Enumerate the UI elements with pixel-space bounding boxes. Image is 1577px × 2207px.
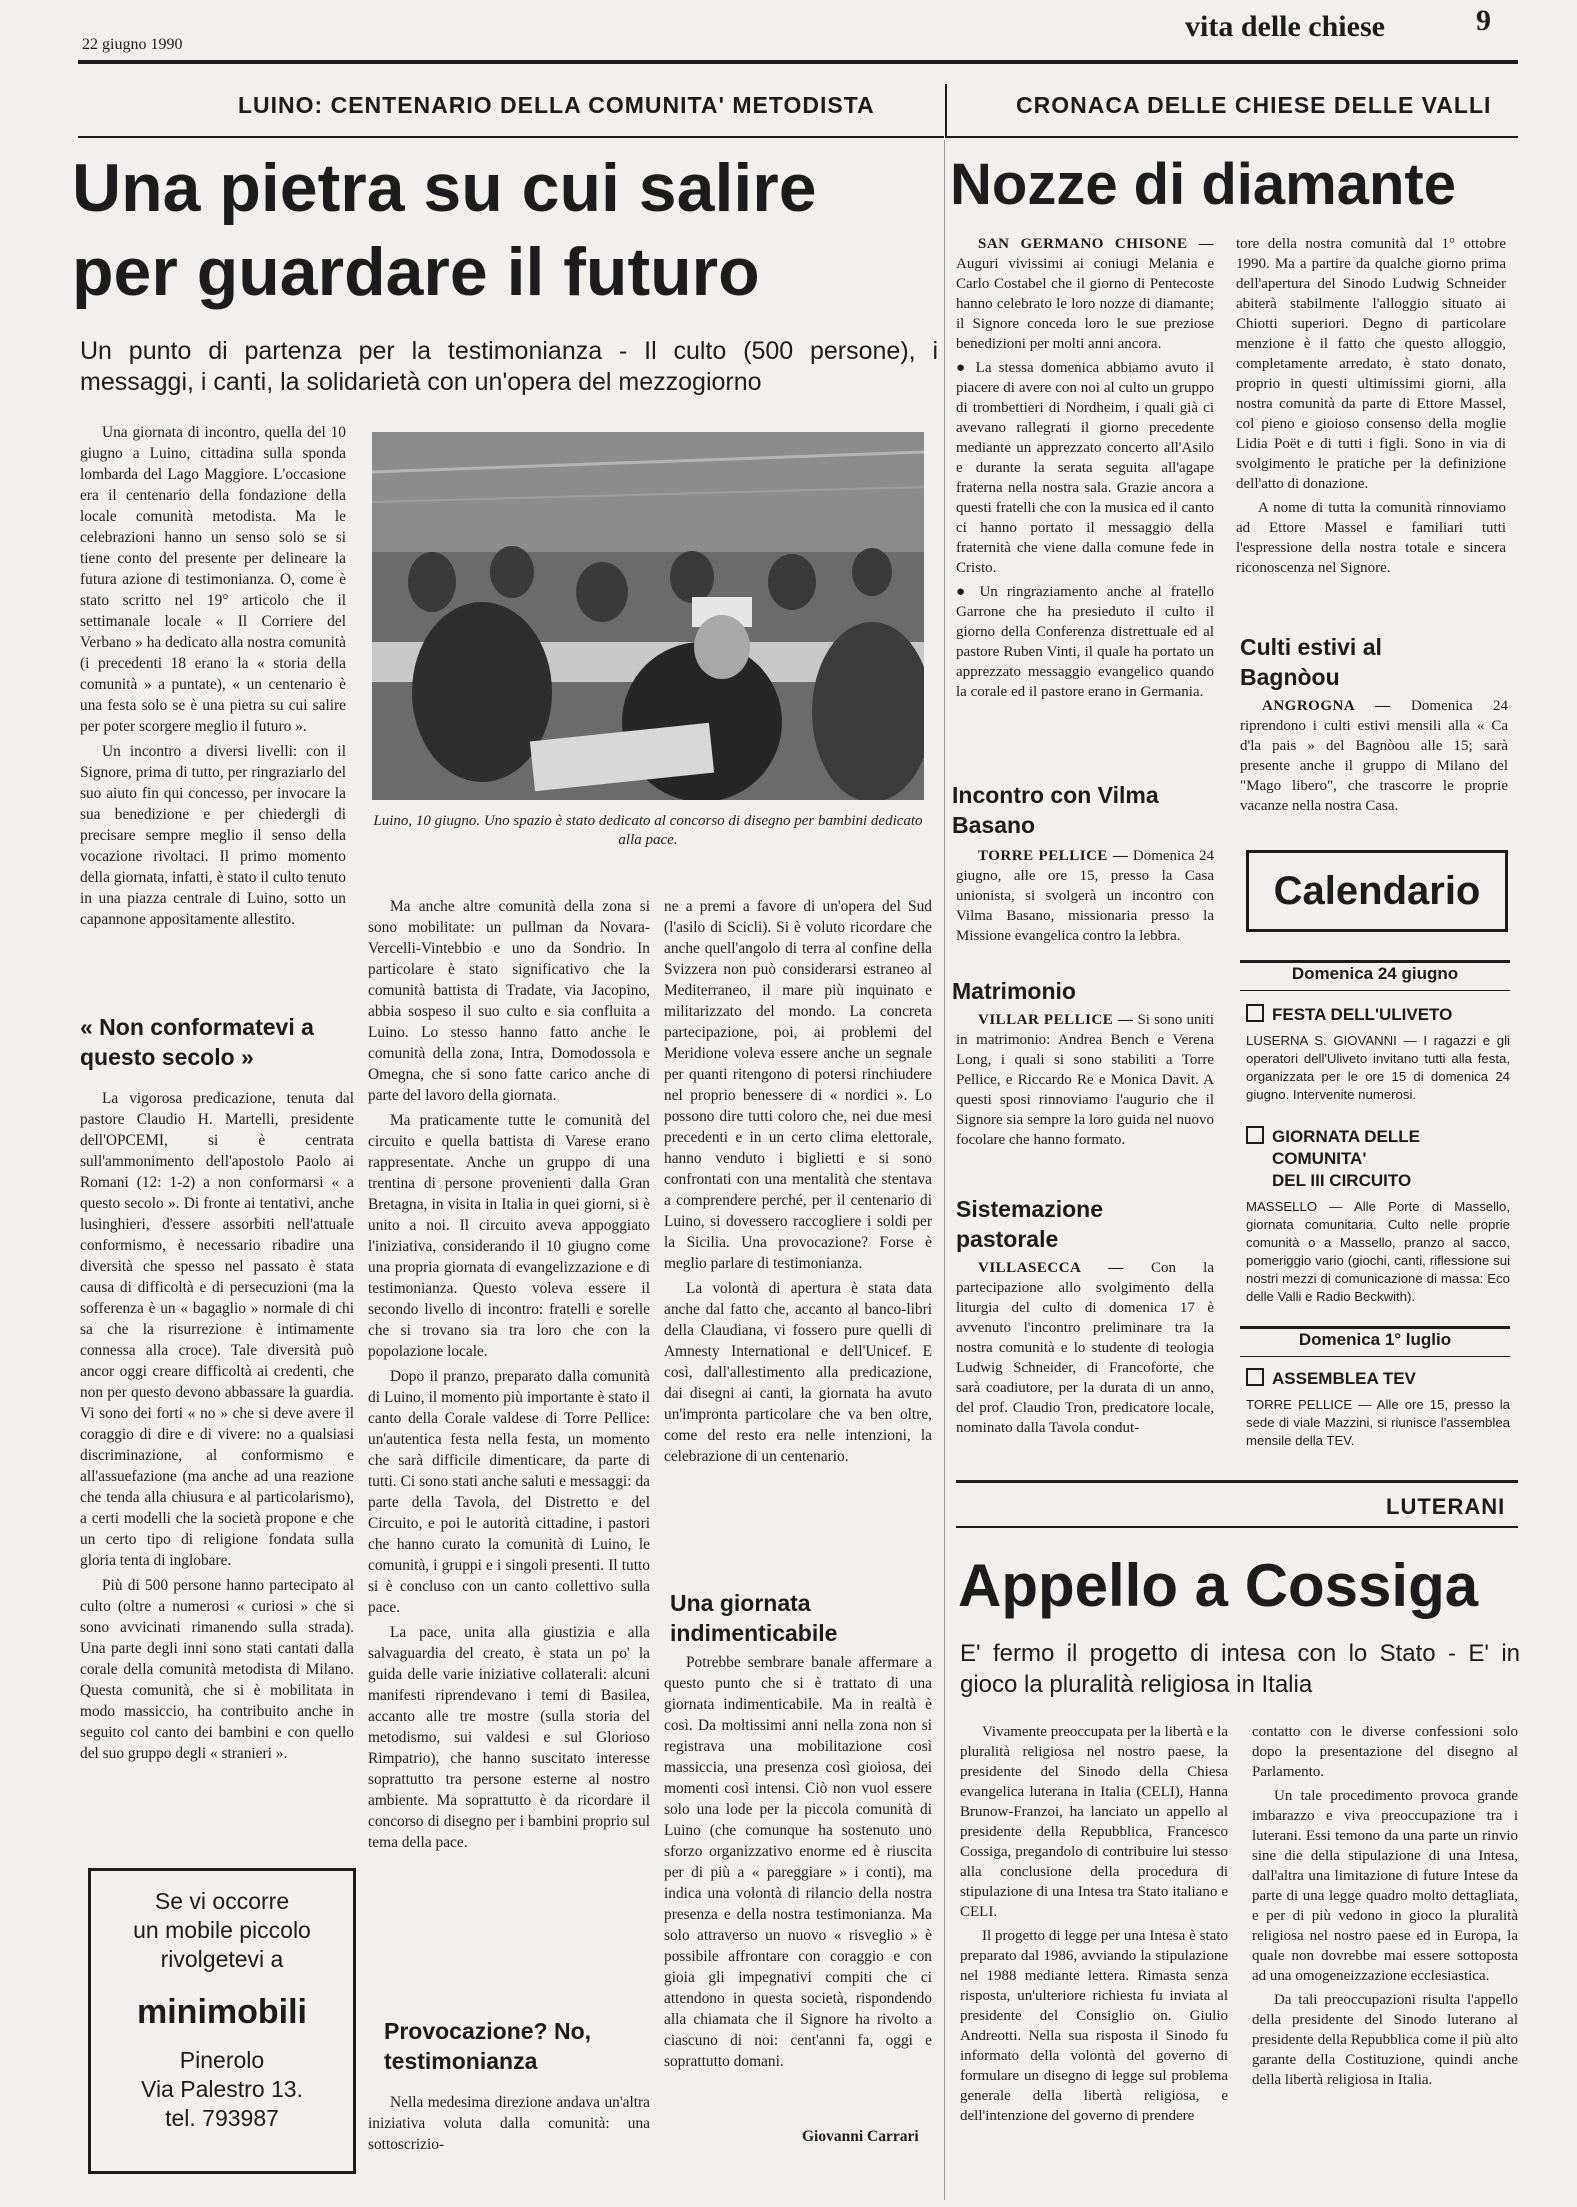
paragraph: Da tali preoccupazioni risulta l'appello della presidente del Sinodo luterano al presidente della Repubblica come il più alto garante della Costituzione, quindi anche della libertà religiosa in Italia. (1252, 1992, 1518, 2088)
left-subhead: Un punto di partenza per la testimonianza - Il culto (500 persone), i messaggi, i canti, la solidarietà con un'opera del mezzogiorno (80, 337, 938, 396)
paragraph-text: Auguri vivissimi ai coniugi Melania e Carlo Costabel che il giorno di Pentecoste hanno celebrato le loro nozze di diamante; il Signore conceda loro le sue preziose benedizioni per molti anni ancora. (956, 256, 1214, 352)
paragraph: Più di 500 persone hanno partecipato al culto (oltre a numerosi « curiosi » che si sono avvicinati rimanendo sulla strada). Una parte degli inni sono stati cantati dalla corale della comunità metodista di Milano. Questa comunità, che si è mobilitata in modo massiccio, ha contribuito anche in seguito col canto dei bambini e con quello del suo gruppo degli « stranieri ». (80, 1577, 354, 1762)
left-col1-intro (80, 422, 346, 934)
paragraph: Vivamente preoccupata per la libertà e la pluralità religiosa nel nostro paese, la presidente del Sinodo della Chiesa evangelica luterana in Italia (CELI), Hanna Brunow-Franzoi, ha lanciato un appello al presidente della Repubblica, Francesco Cossiga, pregandolo di contribuire lui stesso alla conclusione della procedura di stipulazione di una Intesa tra Stato italiano e CELI. (960, 1724, 1228, 1920)
left-col2-end (368, 2092, 650, 2159)
paragraph (956, 582, 1214, 702)
paragraph: A nome di tutta la comunità rinnoviamo ad Ettore Massel e familiari tutti l'espressione della nostra totale e sincera riconoscenza nel Signore. (1236, 500, 1506, 576)
matrimonio-headline: Matrimonio (952, 978, 1076, 1004)
event-festa-uliveto (1246, 1004, 1512, 1025)
paragraph-text: Un ringraziamento anche al fratello Garrone che ha presieduto il culto il giorno della Conferenza distrettuale ed al pastore Ruben Vinti, il quale ha portato un apprezzato messaggio evangelico quando la corale ed il pastore erano in Germania. (956, 584, 1215, 700)
calendario-rule (1240, 990, 1510, 991)
cossiga-col2 (1252, 1722, 1518, 2094)
paragraph: Un tale procedimento provoca grande imbarazzo e viva preoccupazione tra i luterani. Essi temono da una parte un rinvio sine die della stipulazione di una Intesa, dall'altra una limitazione di future Intese da parte di una legge quadro molto dettagliata, e per di più vedono in gioco la pluralità religiosa nel nostro paese ed in Europa, la quale non dovrebbe mai essere sottoposta ad una omogeneizzazione ecclesiastica. (1252, 1788, 1518, 1984)
calendario-rule (1240, 1326, 1510, 1329)
bullet-icon: ● (956, 360, 976, 376)
paragraph: La vigorosa predicazione, tenuta dal pastore Claudio H. Martelli, presidente dell'OPCEMI, si è centrata sull'ammonimento dell'apostolo Paolo ai Romani (12: 1-2) a non conformarsi « a questo secolo ». Di fronte ai tentativi, anche lusinghieri, d'essere assorbiti nell'attuale conformismo, è necessario ribadire una diversità che spesso nel passato è stata causa di difficoltà e di persecuzioni (ma la sofferenza è un « bagaglio » normale di chi sa che la risurrezione è intimamente connessa alla croce). Tale diversità può ancor oggi creare difficoltà ai credenti, che non per questo devono abbassare la guardia. Vi sono dei forti « no » che si deve avere il coraggio di dire e di vivere: no a qualsiasi discriminazione, al conformismo e all'assuefazione (ma anche ad una reazione che tenda alla chiusura e al particolarismo), a certi modelli che la società propone e che un certo tipo di religione fondata sulla gloria tenta di inglobare. (80, 1090, 354, 1569)
incontro-headline: Incontro con Vilma Basano (952, 782, 1159, 838)
cossiga-col1 (960, 1722, 1228, 2130)
paragraph: Il progetto di legge per una Intesa è stato preparato dal 1986, avviando la stipulazione nel 1988 mediante lettera. Rimasta senza risposta, un'ulteriore richiesta fu inviata al presidente del Consiglio on. Giulio Andreotti. Nella sua risposta il Sinodo fu informato della volontà del governo di formulare un disegno di legge sul problema generale della libertà religiosa, e dell'intenzione del governo di prendere (960, 1928, 1228, 2124)
paragraph: Ma praticamente tutte le comunità del circuito e quella battista di Varese erano rappresentate. Anche un gruppo di una trentina di persone provenienti dalla Gran Bretagna, in visita in Italia in quei giorni, si è unito a noi. Il circuito aveva appoggiato l'iniziativa, considerando il 10 giugno come una propria giornata di evangelizzazione e di testimonianza. Questo voleva essere il secondo livello di incontro: fratelli e sorelle che si trovano sia tra loro che con la popolazione locale. (368, 1112, 650, 1360)
checkbox-icon (1246, 1004, 1264, 1022)
minimobili-ad (88, 1868, 356, 2174)
kicker-divider (945, 84, 947, 138)
paragraph: contatto con le diverse confessioni solo dopo la presentazione del disegno al Parlamento. (1252, 1724, 1518, 1780)
paragraph: Dopo il pranzo, preparato dalla comunità di Luino, il momento più importante è stato il canto della Corale valdese di Torre Pellice: un'autentica festa nella festa, un momento che sarà difficile dimenticare, da parte di tutti. Ci sono stati anche saluti e messaggi: da parte della Tavola, del Distretto e del Circuito, e poi le autorità cittadine, i pastori che hanno curato la comunità di Luino, le comunità, i gruppi e i singoli presenti. Il tutto si è concluso con un canto collettivo sulla pace. (368, 1368, 650, 1616)
paragraph-text: Si sono uniti in matrimonio: Andrea Bench e Verena Long, i quali si sono stabiliti a Torre Pellice, e Riccardo Re e Monica Davit. A questi sposi rinnoviamo l'augurio che il Signore sia sempre la loro guida nel nuovo focolare che hanno formato. (956, 1012, 1214, 1148)
paragraph-text: Con la partecipazione allo svolgimento della liturgia del culto di domenica 17 è avvenuto l'incontro preliminare tra la nostra comunità e lo studente di teologia Ludwig Schneider, di Francoforte, che sarà coadiutore, per la durata di un anno, del prof. Claudio Tron, predicatore locale, nominato dalla Tavola condut- (956, 1260, 1215, 1436)
cossiga-headline: Appello a Cossiga (958, 1552, 1479, 1619)
paragraph (956, 234, 1214, 354)
left-col3 (664, 896, 932, 1471)
checkbox-icon (1246, 1126, 1264, 1144)
event-giornata-circuito (1246, 1126, 1512, 1192)
photo-caption: Luino, 10 giugno. Uno spazio è stato dedicato al concorso di disegno per bambini dedicato alla pace. (373, 813, 923, 848)
paragraph: La volontà di apertura è stata data anche dal fatto che, accanto al banco-libri della Claudiana, vi fossero pure quelli di Amnesty International e dell'Unicef. E così, dall'allestimento alla predicazione, dai disegni ai canti, la giornata ha avuto un'impronta particolare che va ben oltre, come del resto era nelle intenzioni, la celebrazione di un centenario. (664, 1280, 932, 1465)
right-kicker: CRONACA DELLE CHIESE DELLE VALLI (1016, 92, 1492, 118)
right-kicker-rule (946, 136, 1518, 138)
culti-text (1240, 696, 1508, 820)
luterani-kicker: LUTERANI (1386, 1494, 1506, 1519)
photo-illustration (372, 432, 924, 800)
ad-brand: minimobili (137, 1993, 307, 2031)
place-name: VILLASECCA — (978, 1260, 1124, 1276)
bullet-icon: ● (956, 584, 980, 600)
event-assemblea-tev (1246, 1368, 1512, 1389)
place-name: TORRE PELLICE — (978, 848, 1129, 864)
paragraph: Ma anche altre comunità della zona si sono mobilitate: un pullman da Novara-Vercelli-Vintebbio e uno da Sondrio. In particolare è stato significativo che la comunità battista di Tradate, via Jacopino, abbia sospeso il suo culto e sia confluita a Luino. Lo stesso hanno fatto anche le comunità della zona, Intra, Domodossola e Omegna, che si sono fatte carico anche di parte del lavoro della giornata. (368, 898, 650, 1104)
ad-address: Via Palestro 13. (141, 2076, 303, 2102)
luterani-top-rule (956, 1480, 1518, 1483)
paragraph-text: Domenica 24 giugno, alle ore 15, presso la Casa unionista, si svolgerà un incontro con Vilma Basano, missionaria presso la Missione evangelica contro la lebbra. (956, 848, 1214, 944)
left-col3-rest (664, 1652, 932, 2076)
masthead-rule (78, 60, 1518, 64)
paragraph: Una giornata di incontro, quella del 10 giugno a Luino, cittadina sulla sponda lombarda del Lago Maggiore. L'occasione era il centenario della fondazione della locale comunità metodista. Ma le celebrazioni hanno un senso solo se si tiene conto del presente per delineare la futura azione di testimonianza. O, come è stato scritto nel 19° articolo che il settimanale locale « Il Corriere del Verbano » ha dedicato alla nostra comunità (i precedenti 18 erano la « storia della comunità » a puntate), « un centenario è una festa solo se è una pietra su cui salire per poter scorgere meglio il futuro ». (80, 424, 346, 735)
calendario-rule (1240, 960, 1510, 963)
left-col2 (368, 896, 650, 1857)
paragraph (956, 1258, 1214, 1438)
paragraph-text: La stessa domenica abbiamo avuto il piacere di avere con noi al culto un gruppo di trombettieri di Nordheim, i quali già ci avevano rallegrati il giorno precedente mediante un apprezzato concerto all'Asilo e durante la serata seguita all'agape fraterna nella nostra sala. Grazie ancora a questi fratelli che con la musica ed il canto ci hanno portato il messaggio della fraternità che viene dalla comune fede in Cristo. (956, 360, 1214, 576)
page-number: 9 (1476, 4, 1491, 37)
nozze-headline: Nozze di diamante (950, 152, 1456, 217)
page-date: 22 giugno 1990 (82, 36, 183, 53)
ad-line: Se vi occorre (154, 1888, 290, 1914)
section-title: vita delle chiese (1185, 10, 1385, 43)
headline-line-1: Una pietra su cui salire (72, 150, 817, 226)
event-title: COMUNITA' (1272, 1149, 1367, 1168)
right-col-a (956, 234, 1214, 706)
paragraph: ne a premi a favore di un'opera del Sud (l'asilo di Scicli). Si è voluto ricordare che anche quell'angolo di terra al confine della Svizzera non può considerarsi estraneo al Mediterraneo, il mare più inquinato e militarizzato del mondo. La concreta partecipazione, poi, ai problemi del Meridione voleva essere anche un segnale per quanti ritengono di potersi rinchiudere nel proprio benessere di « nordici ». Lo possono dire tutti coloro che, nei due mesi precedenti e in un certo clima elettorale, hanno venduto i biglietti e si sono confrontati con una mentalità che stentava a comprendere perché, per il centenario di Luino, si dovessero raccogliere i soldi per la Sicilia. Una provocazione? Forse è meglio parlare di testimonianza. (664, 898, 932, 1272)
event-photo (372, 432, 924, 800)
subhead-giornata: Una giornata indimenticabile (670, 1590, 838, 1646)
event-text: MASSELLO — Alle Porte di Massello, giornata comunitaria. Culto nelle proprie comunità o a Massello, pranzo al sacco, pomeriggio vario (giochi, canti, riflessione sui nostri mezzi di comunicazione di massa: Eco delle Valli e Radio Beckwith). (1246, 1199, 1510, 1304)
paragraph: La pace, unita alla giustizia e alla salvaguardia del creato, è stata un po' la guida delle varie iniziative collaterali: alcuni manifesti riprendevano i temi di Basilea, accanto alle tre mostre (sulla storia del metodismo, sui valdesi e sul Glorioso Rimpatrio), che hanno suscitato interesse soprattutto tra persone esterne al nostro ambiente. Ma soprattutto è da ricordare il concorso di disegno per i bambini proprio sul tema della pace. (368, 1624, 650, 1851)
culti-headline: Culti estivi al Bagnòou (1240, 634, 1382, 690)
place-name: VILLAR PELLICE — (978, 1012, 1134, 1028)
paragraph (956, 846, 1214, 946)
event-title: DEL III CIRCUITO (1272, 1171, 1412, 1190)
cossiga-subhead: E' fermo il progetto di intesa con lo Stato - E' in gioco la pluralità religiosa in Italia (960, 1640, 1520, 1698)
ad-line: un mobile piccolo (133, 1917, 311, 1943)
paragraph (1240, 696, 1508, 816)
event-title: FESTA DELL'ULIVETO (1272, 1005, 1453, 1024)
calendario-date-2: Domenica 1° luglio (1298, 1330, 1452, 1349)
paragraph (956, 358, 1214, 578)
paragraph-text: Domenica 24 riprendono i culti estivi mensili alla « Ca d'la pais » del Bagnòou alle 15; sarà presente anche il gruppo di Milano del "Mago libero", che trascorre le proprie vacanze nella nostra Casa. (1240, 698, 1509, 814)
event-title: GIORNATA DELLE (1272, 1127, 1420, 1146)
calendario-date-1: Domenica 24 giugno (1291, 964, 1459, 983)
matrimonio-text (956, 1010, 1214, 1154)
sistemazione-headline: Sistemazione pastorale (956, 1196, 1103, 1252)
event-title: ASSEMBLEA TEV (1272, 1369, 1416, 1388)
event-text: TORRE PELLICE — Alle ore 15, presso la sede di viale Mazzini, si riunisce l'assemblea mensile della TEV. (1246, 1397, 1510, 1448)
headline-line-2: per guardare il futuro (72, 234, 760, 310)
left-kicker-rule (78, 136, 944, 138)
left-col1-rest (80, 1088, 354, 1768)
paragraph: Nella medesima direzione andava un'altra iniziativa voluta dalla comunità: una sottoscrizio- (368, 2094, 650, 2153)
ad-city: Pinerolo (179, 2047, 265, 2073)
calendario-rule (1240, 1356, 1510, 1357)
ad-line: rivolgetevi a (160, 1946, 284, 1972)
page-column-divider (944, 140, 945, 2200)
ad-phone: tel. 793987 (165, 2105, 279, 2131)
paragraph: Potrebbe sembrare banale affermare a questo punto che si è trattato di una giornata indimenticabile. Ma in realtà è così. Da moltissimi anni nella zona non si registrava una mobilitazione così massiccia, una presenza così gioiosa, dei momenti così intensi. Ciò non vuol essere solo una lode per la piccola comunità di Luino (che comunque ha sostenuto uno sforzo organizzativo enorme ed è riuscita per di più a « pareggiare » i conti), ma indica una volontà di rilancio della nostra presenza e della nostra testimonianza. Ma solo attraverso un nuovo « risveglio » è possibile affrontare con coraggio e con gioia gli impegnativi compiti che ci attendono in questa società, rispondendo alla chiamata che il Signore ha rivolto a ciascuno di noi: cent'anni fa, oggi e soprattutto domani. (664, 1654, 932, 2070)
place-name: ANGROGNA — (1262, 698, 1391, 714)
paragraph (956, 1010, 1214, 1150)
checkbox-icon (1246, 1368, 1264, 1386)
right-col-b (1236, 234, 1506, 582)
luterani-kicker-rule (956, 1526, 1518, 1528)
place-name: SAN GERMANO CHISONE — (978, 236, 1214, 252)
author-byline: Giovanni Carrari (802, 2128, 919, 2145)
subhead-provocazione: Provocazione? No, testimonianza (384, 2018, 592, 2074)
event-text: LUSERNA S. GIOVANNI — I ragazzi e gli operatori dell'Uliveto invitano tutti alla festa, organizzata per le ore 15 di domenica 24 giugno. Intervenite numerosi. (1246, 1033, 1510, 1102)
incontro-text (956, 846, 1214, 950)
paragraph: Un incontro a diversi livelli: con il Signore, prima di tutto, per ringraziarlo del suo aiuto fin qui concesso, per invocare la sua benedizione e per chiedergli di precisare sempre meglio il senso della vocazione rivoltaci. Il primo momento della giornata, infatti, è stato il culto tenuto in una piazza centrale di Luino, sotto un capannone appositamente allestito. (80, 743, 346, 928)
paragraph: tore della nostra comunità dal 1° ottobre 1990. Ma a partire da qualche giorno prima dell'apertura del Sinodo Ludwig Schneider abiterà stabilmente l'alloggio situato ai Chiotti superiori. Degno di particolare menzione è il fatto che questo alloggio, completamente arredato, è stato donato, proprio in questi ultimissimi giorni, alla nostra comunità da parte di Ettore Massel, col pieno e gioioso consenso della moglie Lidia Poët e di tutti i figli. Sono in via di svolgimento le pratiche per la definizione dell'atto di donazione. (1236, 236, 1506, 492)
calendario-title: Calendario (1246, 850, 1508, 932)
left-kicker: LUINO: CENTENARIO DELLA COMUNITA' METODISTA (238, 92, 875, 118)
subhead-non-conformatevi: « Non conformatevi a questo secolo » (80, 1014, 314, 1070)
sistemazione-text (956, 1258, 1214, 1442)
